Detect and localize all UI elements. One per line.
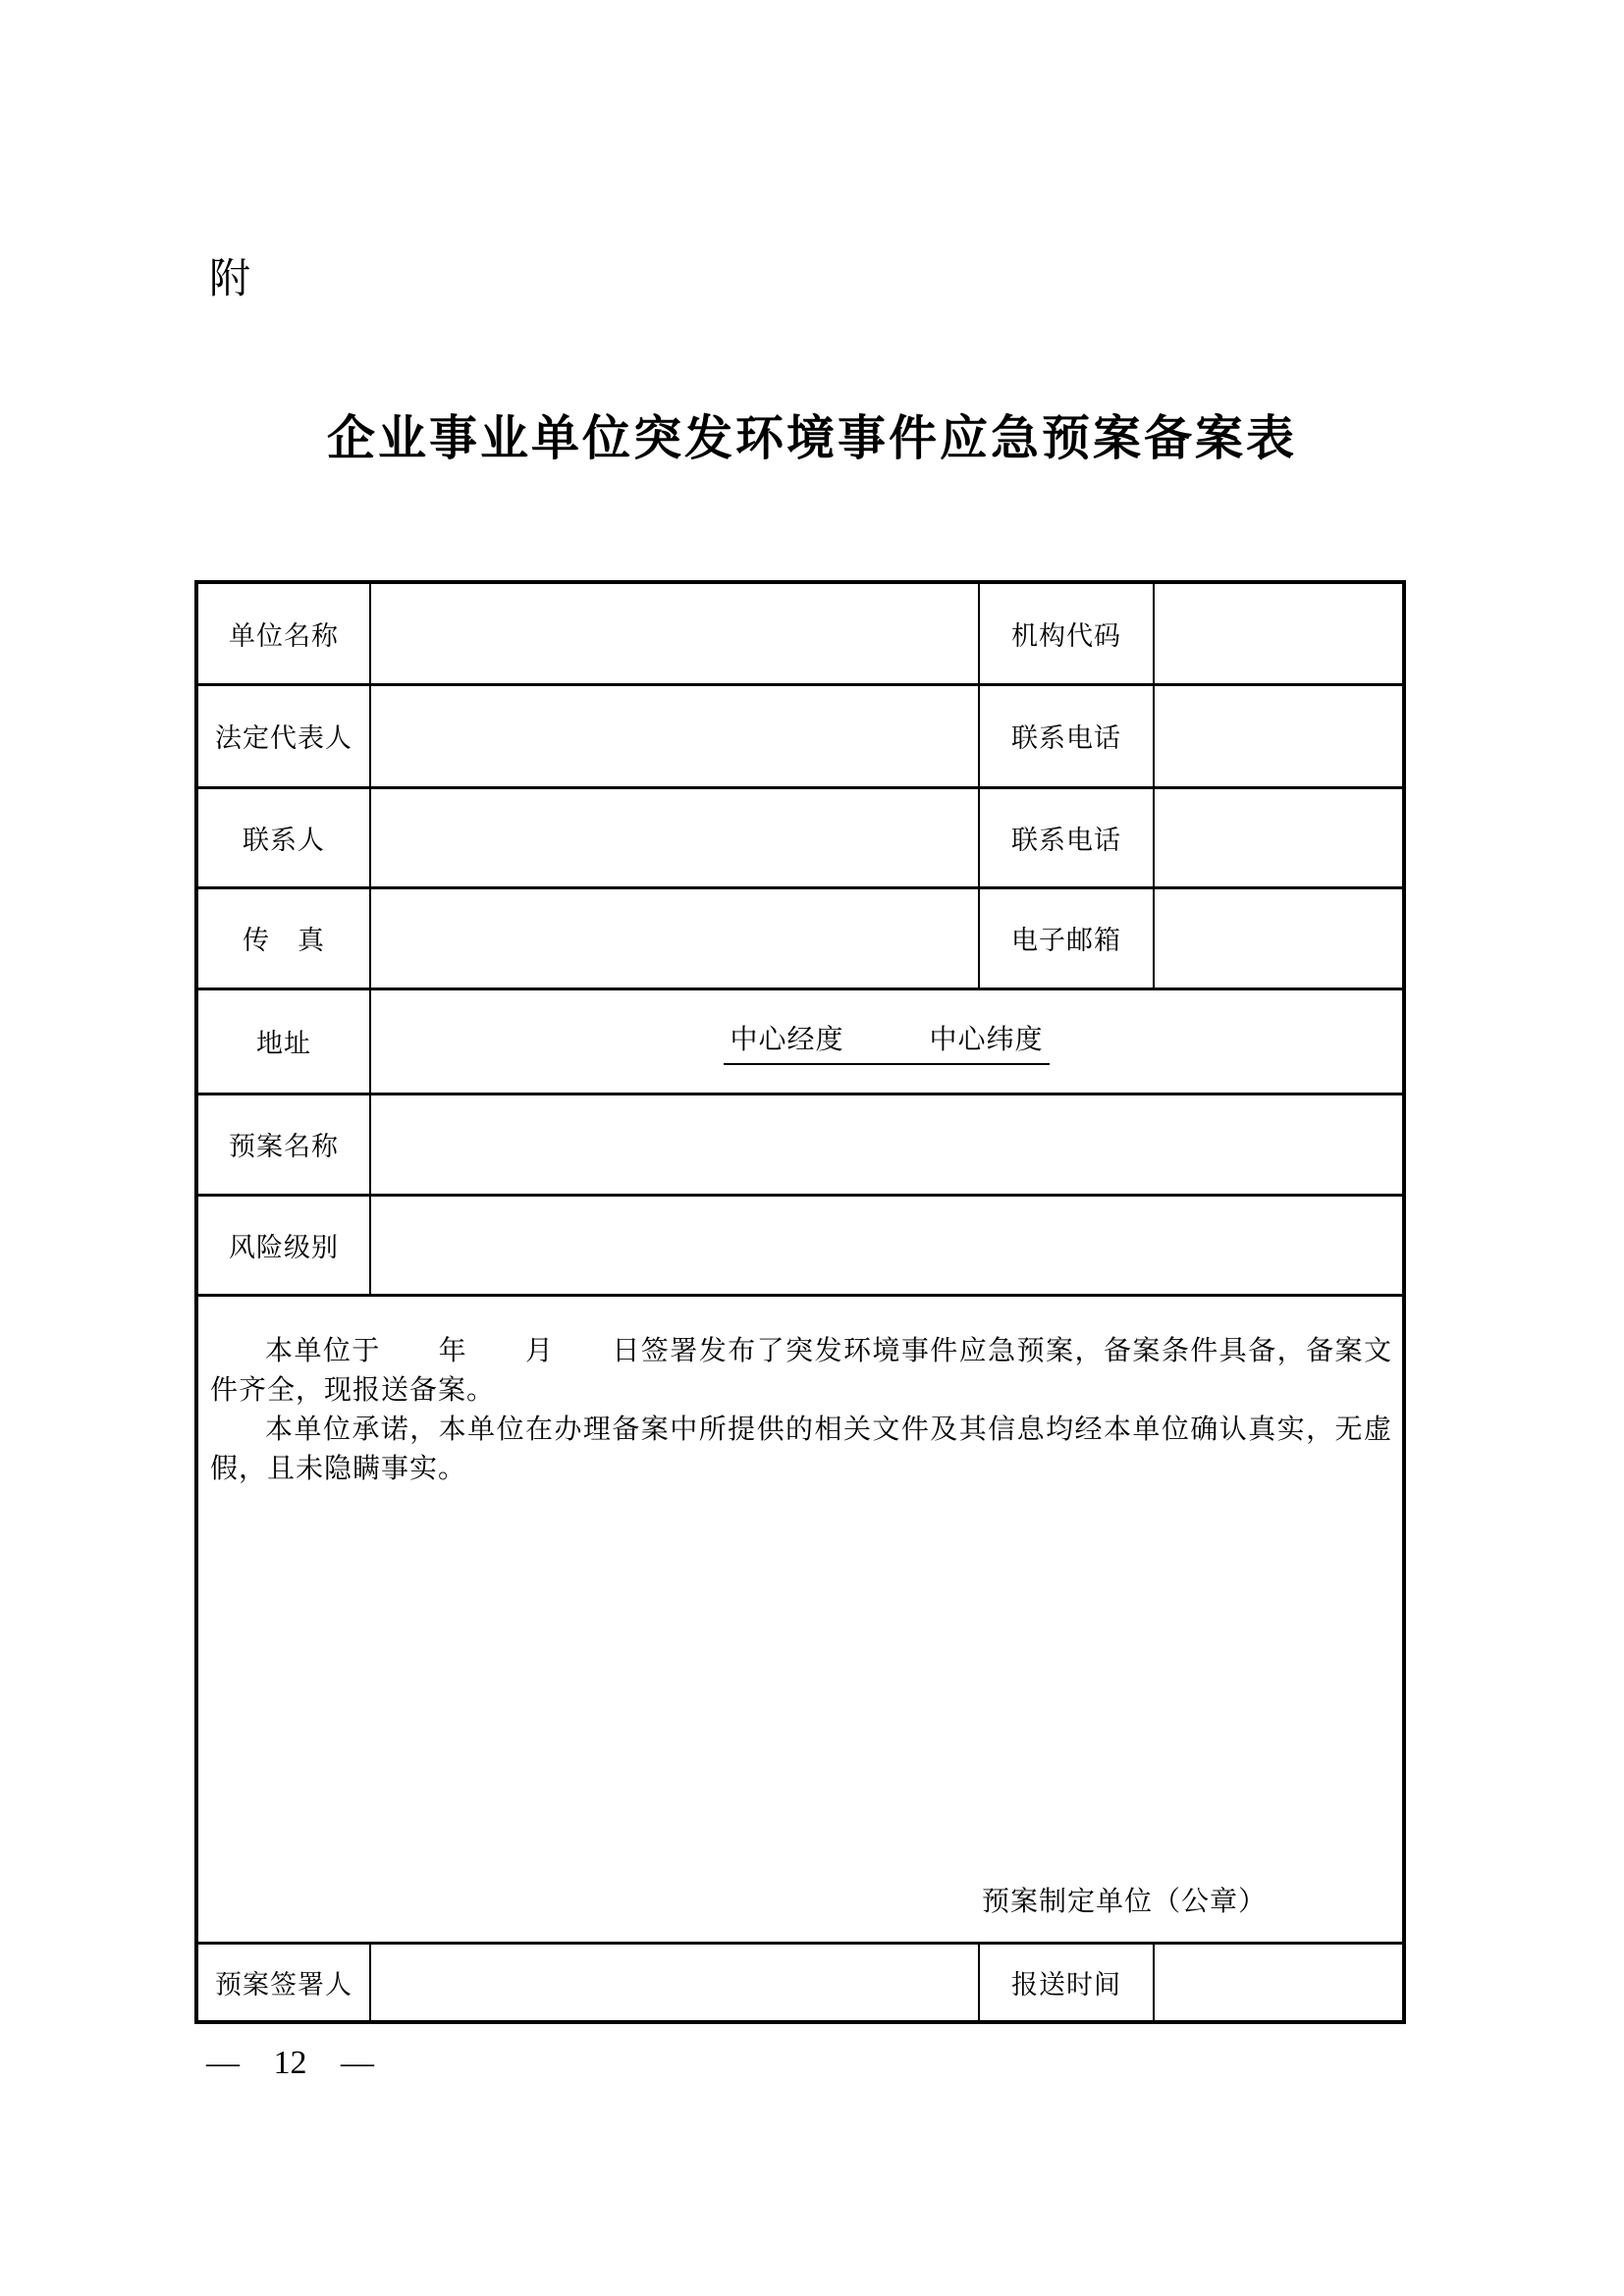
field-value-plan-signatory (370, 1943, 979, 2022)
row-declaration (196, 1295, 1404, 1943)
field-label-address: 地址 (196, 988, 370, 1094)
declaration-paragraph-2: 本单位承诺，本单位在办理备案中所提供的相关文件及其信息均经本单位确认真实，无虚假，且未隐瞒事实。 (210, 1414, 1392, 1484)
field-label-submission-time: 报送时间 (979, 1943, 1154, 2022)
field-label-contact-person: 联系人 (196, 787, 370, 887)
declaration-paragraph-1: 本单位于 年 月 日签署发布了突发环境事件应急预案，备案条件具备，备案文件齐全，现报送备案。 (210, 1335, 1392, 1406)
field-label-contact-phone-2: 联系电话 (979, 787, 1154, 887)
field-value-address (370, 988, 1404, 1094)
field-value-risk-level (370, 1195, 1404, 1295)
field-value-unit-name (370, 582, 979, 684)
field-label-contact-phone-1: 联系电话 (979, 684, 1154, 787)
row-legal-representative (196, 684, 1404, 787)
field-value-org-code (1154, 582, 1404, 684)
field-label-risk-level: 风险级别 (196, 1195, 370, 1295)
field-label-email: 电子邮箱 (979, 887, 1154, 988)
field-value-submission-time (1154, 1943, 1404, 2022)
row-signatory (196, 1943, 1404, 2022)
field-label-unit-name: 单位名称 (196, 582, 370, 684)
field-label-org-code: 机构代码 (979, 582, 1154, 684)
row-fax (196, 887, 1404, 988)
declaration-cell (196, 1295, 1404, 1943)
page-number: — 12 — (206, 2045, 374, 2081)
field-value-contact-person (370, 787, 979, 887)
field-label-plan-name: 预案名称 (196, 1094, 370, 1195)
field-value-legal-representative (370, 684, 979, 787)
field-label-plan-signatory: 预案签署人 (196, 1943, 370, 2022)
row-risk-level (196, 1195, 1404, 1295)
row-address (196, 988, 1404, 1094)
filing-form-table (194, 580, 1406, 2024)
row-contact-person (196, 787, 1404, 887)
field-label-legal-representative: 法定代表人 (196, 684, 370, 787)
field-value-contact-phone-2 (1154, 787, 1404, 887)
field-value-email (1154, 887, 1404, 988)
attachment-label: 附 (209, 257, 251, 302)
center-longitude-latitude-note: 中心经度 中心纬度 (724, 1018, 1049, 1065)
field-value-plan-name (370, 1094, 1404, 1195)
field-value-fax (370, 887, 979, 988)
field-label-fax: 传 真 (196, 887, 370, 988)
row-unit-name (196, 582, 1404, 684)
row-plan-name (196, 1094, 1404, 1195)
field-value-contact-phone-1 (1154, 684, 1404, 787)
page-title: 企业事业单位突发环境事件应急预案备案表 (326, 412, 1297, 465)
stamp-line: 预案制定单位（公章） (981, 1886, 1267, 1917)
